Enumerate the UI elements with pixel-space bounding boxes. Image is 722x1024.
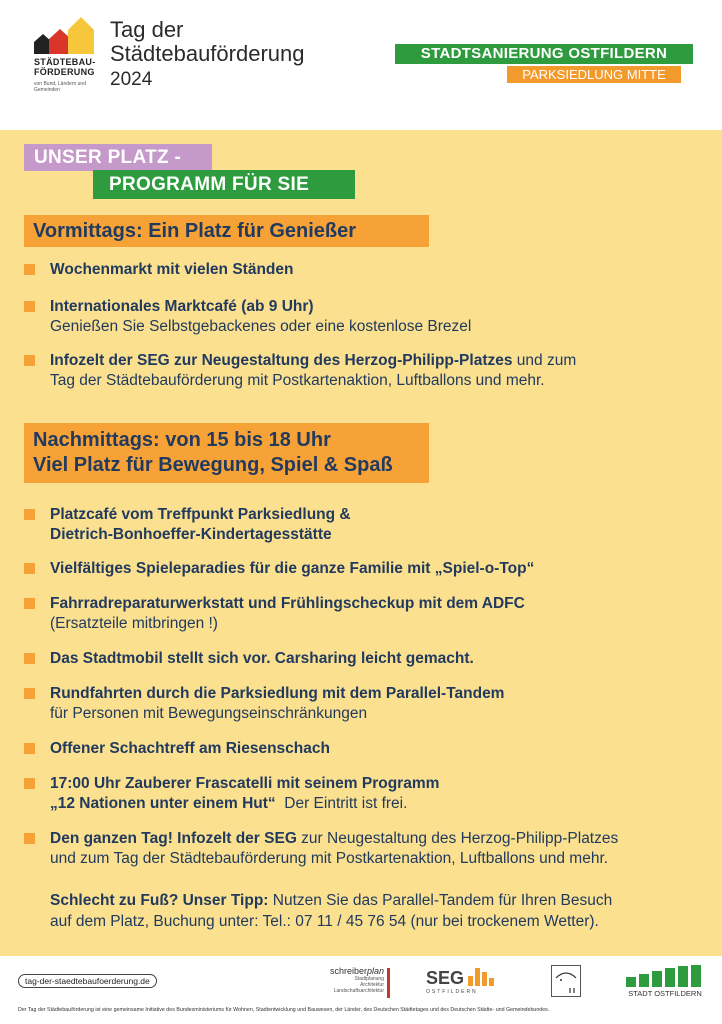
square-bullet-icon — [24, 509, 35, 520]
square-bullet-icon — [24, 598, 35, 609]
seg-bars-icon — [468, 968, 496, 986]
list-item: Fahrradreparaturwerkstatt und Frühlingscheckup mit dem ADFC (Ersatzteile mitbringen !) — [24, 594, 704, 634]
list-item: Das Stadtmobil stellt sich vor. Carsharing leicht gemacht. — [24, 649, 704, 669]
list-item: Den ganzen Tag! Infozelt der SEG zur Neugestaltung des Herzog-Philipp-Platzes und zum Tag der Städtebauförderung mit Postkartenaktion, Luftballons und mehr. — [24, 829, 704, 869]
list-item: 17:00 Uhr Zauberer Frascatelli mit seinem Programm „12 Nationen unter einem Hut“ Der Eintritt ist frei. — [24, 774, 704, 814]
square-bullet-icon — [24, 355, 35, 366]
building-logo-icon — [551, 965, 581, 997]
list-item: Offener Schachtreff am Riesenschach — [24, 739, 704, 759]
morning-heading: Vormittags: Ein Platz für Genießer — [24, 215, 429, 247]
square-bullet-icon — [24, 563, 35, 574]
disclaimer-text: Der Tag der Städtebauförderung ist eine gemeinsame Initiative des Bundesministeriums für Wohnen, Stadtentwicklung und Bauwesen, der Länder, des Deutschen Städtetages und des Deutschen Städte- und Gemeindebundes. — [18, 1007, 550, 1013]
square-bullet-icon — [24, 653, 35, 664]
list-item: Wochenmarkt mit vielen Ständen — [24, 260, 704, 280]
square-bullet-icon — [24, 264, 35, 275]
seg-ostfildern-logo: SEG OSTFILDERN — [426, 968, 478, 995]
list-item: Rundfahrten durch die Parksiedlung mit dem Parallel-Tandem für Personen mit Bewegungseinschränkungen — [24, 684, 704, 724]
staedtebaufoerderung-logo — [34, 16, 104, 93]
logo-bar-icon — [387, 968, 390, 998]
afternoon-list — [24, 505, 704, 869]
project-main-label: STADTSANIERUNG OSTFILDERN — [395, 44, 693, 64]
event-title: Tag der Städtebauförderung 2024 — [110, 17, 305, 90]
house-yellow-icon — [68, 17, 94, 54]
header — [0, 0, 722, 130]
houses-icon — [34, 16, 98, 54]
heading-programm: PROGRAMM FÜR SIE — [93, 170, 355, 199]
list-item: Vielfältiges Spieleparadies für die ganze Familie mit „Spiel-o-Top“ — [24, 559, 704, 579]
square-bullet-icon — [24, 778, 35, 789]
list-item: Infozelt der SEG zur Neugestaltung des Herzog-Philipp-Platzes und zum Tag der Städtebauförderung mit Postkartenaktion, Luftballons und mehr. — [24, 351, 704, 391]
afternoon-heading: Nachmittags: von 15 bis 18 Uhr Viel Platz für Bewegung, Spiel & Spaß — [24, 423, 429, 483]
project-label — [395, 44, 693, 83]
footer — [0, 956, 722, 1024]
square-bullet-icon — [24, 833, 35, 844]
tip-note: Schlecht zu Fuß? Unser Tipp: Nutzen Sie das Parallel-Tandem für Ihren Besuch auf dem Platz, Buchung unter: Tel.: 07 11 / 45 76 54 (nur bei trockenem Wetter). — [50, 892, 613, 930]
schreiberplan-logo: schreiberplan Stadtplanung Architektur Landschaftsarchitektur — [314, 966, 384, 994]
square-bullet-icon — [24, 688, 35, 699]
website-link[interactable]: tag-der-staedtebaufoerderung.de — [18, 974, 157, 988]
logo-wordmark: STÄDTEBAU- FÖRDERUNG — [34, 57, 96, 77]
list-item: Internationales Marktcafé (ab 9 Uhr) Genießen Sie Selbstgebackenes oder eine kostenlose Brezel — [24, 297, 704, 337]
program-section — [0, 130, 722, 956]
square-bullet-icon — [24, 743, 35, 754]
stadt-ostfildern-logo: STADT OSTFILDERN — [626, 965, 704, 998]
city-bars-icon — [626, 965, 704, 987]
morning-list — [24, 260, 704, 391]
logo-subtitle: von Bund, Ländern und Gemeinden — [34, 81, 86, 93]
event-year: 2024 — [110, 69, 153, 90]
square-bullet-icon — [24, 301, 35, 312]
list-item: Platzcafé vom Treffpunkt Parksiedlung & Dietrich-Bonhoeffer-Kindertagesstätte — [24, 505, 704, 545]
heading-unser-platz: UNSER PLATZ - — [24, 144, 212, 171]
project-sub-label: PARKSIEDLUNG MITTE — [507, 66, 681, 83]
